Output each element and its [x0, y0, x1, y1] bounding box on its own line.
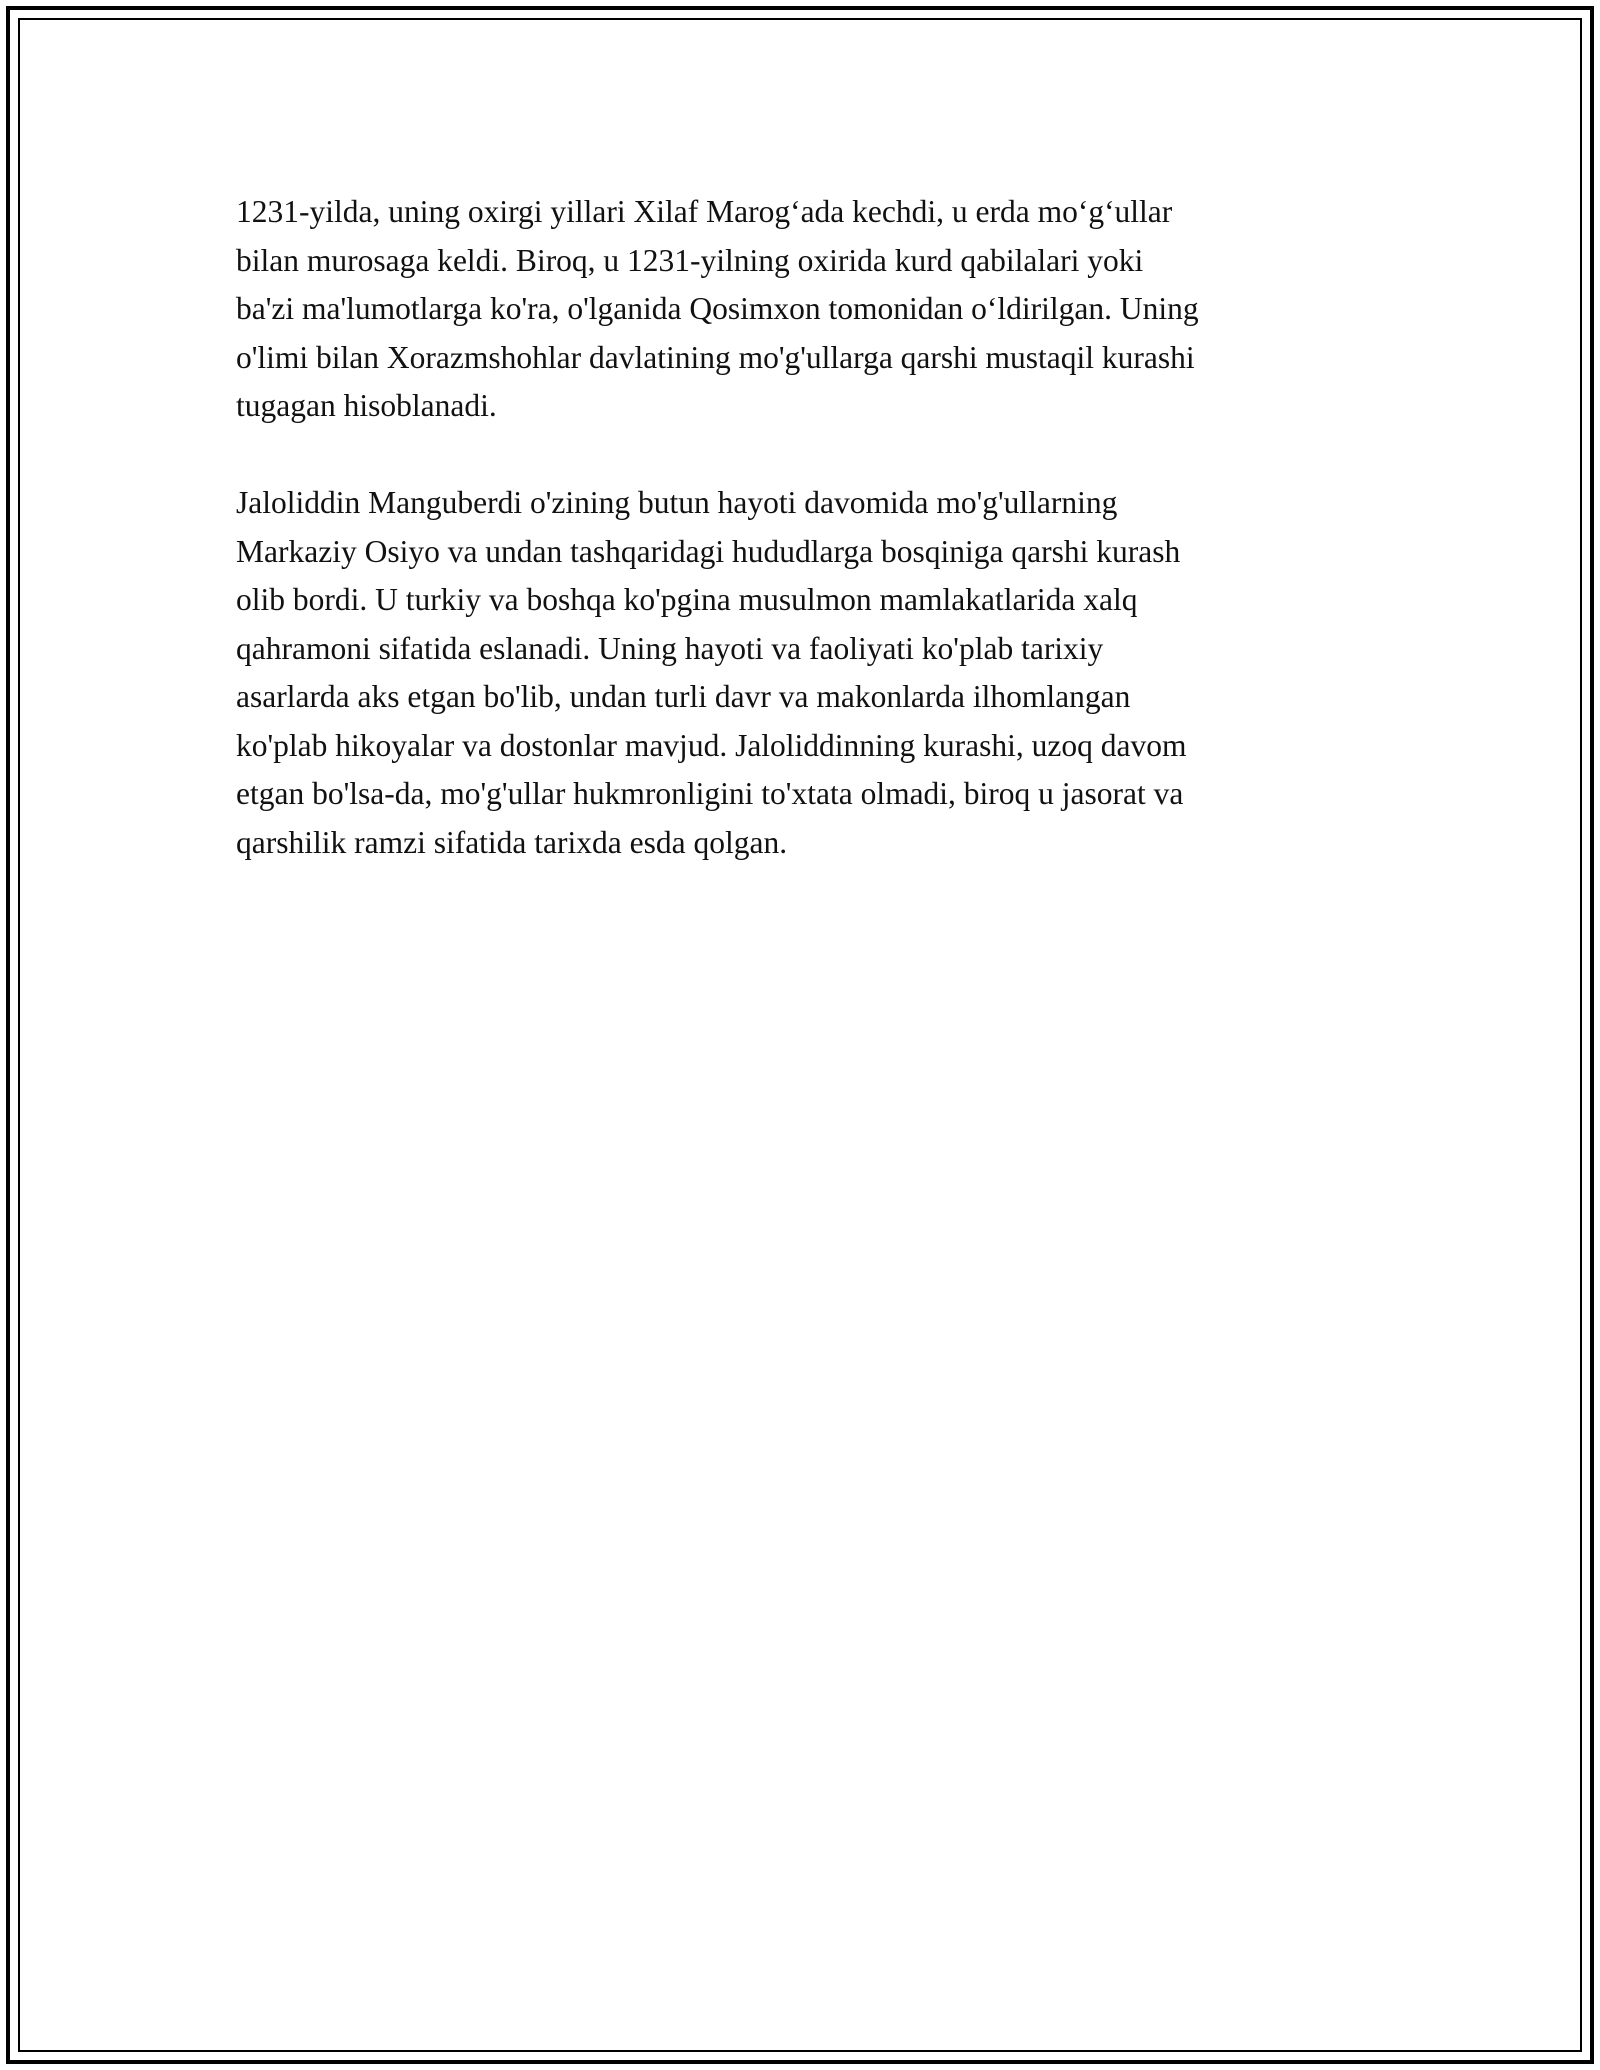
- paragraph-2: Jaloliddin Manguberdi o'zining butun hayoti davomida mo'g'ullarning Markaziy Osiyo va undan tashqaridagi hududlarga bosqiniga qarshi kurash olib bordi. U turkiy va boshqa ko'pgina musulmon mamlakatlarida xalq qahramoni sifatida eslanadi. Uning hayoti va faoliyati ko'plab tarixiy asarlarda aks etgan bo'lib, undan turli davr va makonlarda ilhomlangan ko'plab hikoyalar va dostonlar mavjud. Jaloliddinning kurashi, uzoq davom etgan bo'lsa-da, mo'g'ullar hukmronligini to'xtata olmadi, biroq u jasorat va qarshilik ramzi sifatida tarixda esda qolgan.: [236, 485, 1187, 860]
- paragraph-1: 1231-yilda, uning oxirgi yillari Xilaf Marog‘ada kechdi, u erda mo‘g‘ullar bilan murosaga keldi. Biroq, u 1231-yilning oxirida kurd qabilalari yoki ba'zi ma'lumotlarga ko'ra, o'lganida Qosimxon tomonidan o‘ldirilgan. Uning o'limi bilan Xorazmshohlar davlatining mo'g'ullarga qarshi mustaqil kurashi tugagan hisoblanadi.: [236, 194, 1199, 423]
- document-body: [236, 188, 1376, 867]
